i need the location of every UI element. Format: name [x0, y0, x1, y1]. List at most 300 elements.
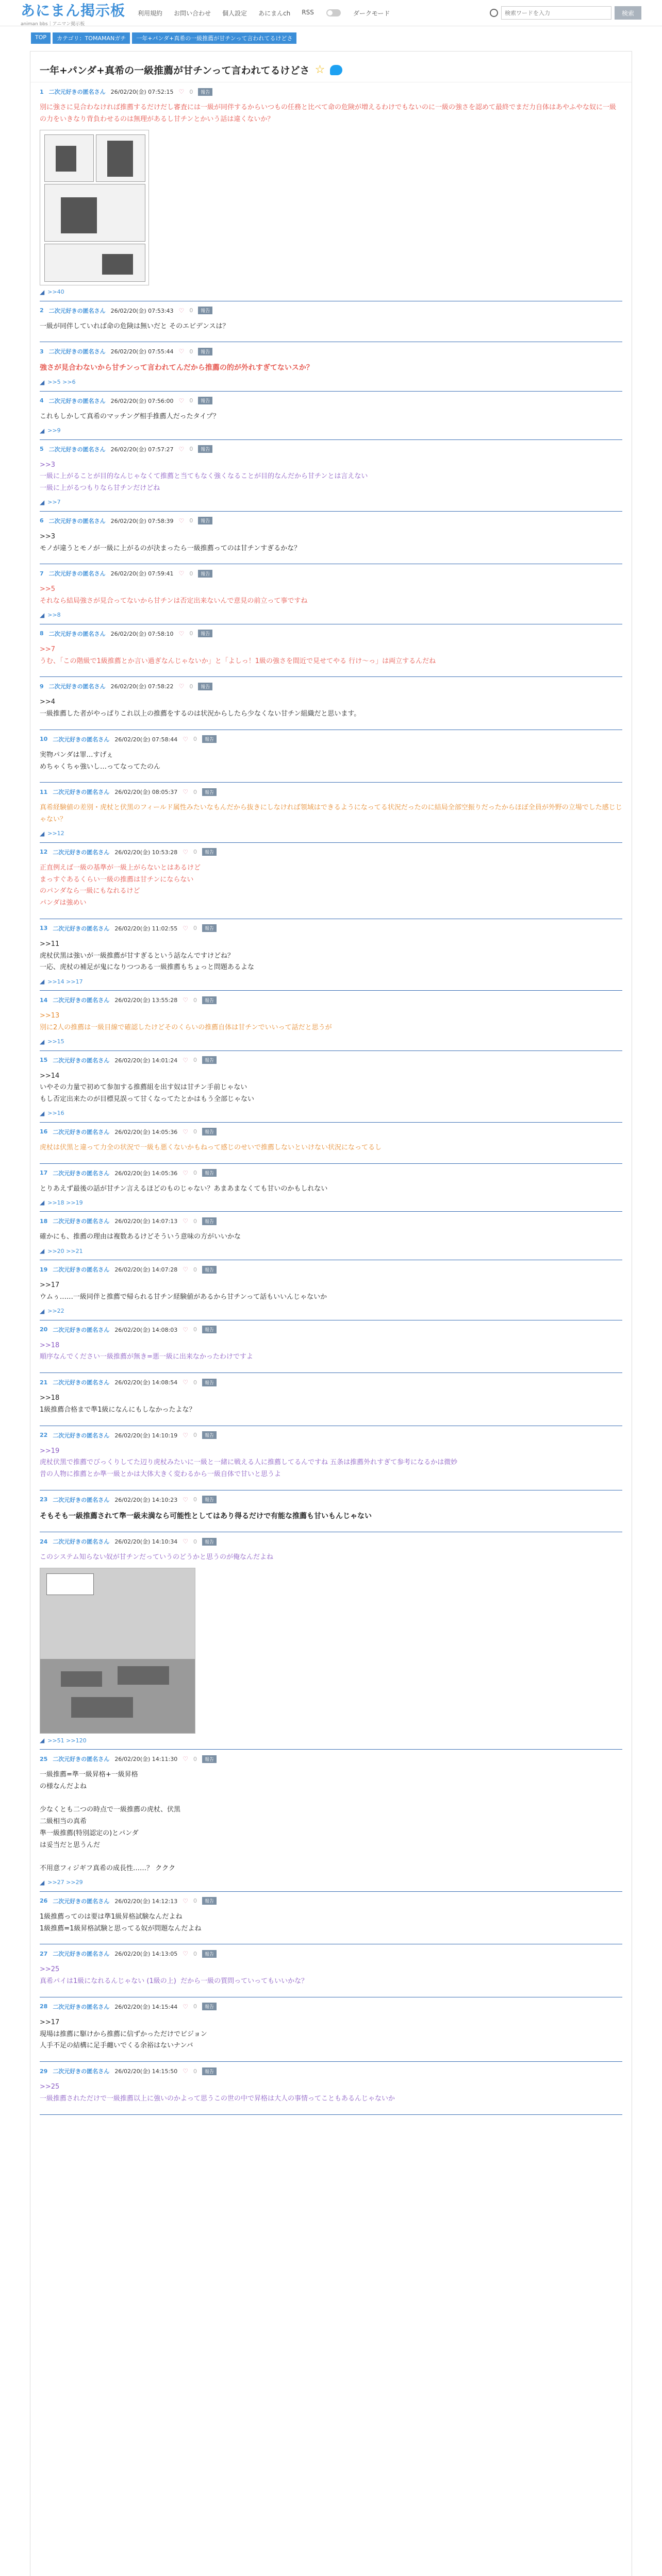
report-button[interactable]: 報告 [198, 397, 212, 404]
post-body: >>25 一級推薦されただけで一級推薦以上に強いのかよって思うこの世の中で昇格は大人の事情ってこともあるんじゃないか [40, 2083, 395, 2103]
post-number[interactable]: 5 [40, 446, 44, 452]
dark-mode-toggle[interactable] [326, 9, 341, 16]
reply-links [40, 1737, 622, 1744]
post-header [40, 1169, 622, 1177]
post-number[interactable]: 22 [40, 1432, 48, 1438]
post-date: 26/02/20(金) 07:59:41 [110, 570, 174, 578]
post-body: 真希経験値の差別・虎杖と伏黒のフィールド属性みたいなもんだから抜きにしなければ領域はできるようになってる状況だったのに結局全部空振りだったからほぼ全員が外野の立場でした感じじゃない？ [40, 804, 622, 823]
reply-link[interactable]: >>51 >>120 [47, 1737, 87, 1744]
heart-icon[interactable]: ♡ [183, 2067, 188, 2075]
like-count: 0 [193, 925, 197, 932]
poster-name: 二次元好きの匿名さん [53, 1128, 110, 1136]
reply-link[interactable]: >>9 [47, 427, 61, 434]
post-header [40, 517, 622, 525]
post-body: 正直例えば一級の基準が一級上がらないとはあるけど まっすぐあるくらい一級の推薦は甘チンにならない のパンダなら一級にもなれるけど パンダは強めい [40, 863, 201, 907]
post-number[interactable]: 1 [40, 88, 44, 95]
post-date: 26/02/20(金) 10:53:28 [114, 849, 178, 856]
like-count: 0 [189, 446, 193, 452]
report-button[interactable]: 報告 [202, 1496, 217, 1503]
reply-link[interactable]: >>40 [47, 289, 64, 295]
heart-icon[interactable]: ♡ [183, 735, 188, 743]
reply-icon: ◢ [40, 611, 45, 619]
reply-link[interactable]: >>8 [47, 612, 61, 619]
post-date: 26/02/20(金) 14:10:19 [114, 1432, 178, 1439]
breadcrumb-thread[interactable]: 一年+パンダ+真希の一級推薦が甘チンって言われてるけどさ [132, 32, 296, 44]
poster-name: 二次元好きの匿名さん [53, 2068, 110, 2075]
post-number[interactable]: 25 [40, 1755, 48, 1762]
post-body: そもそも一級推薦されて準一級未満なら可能性としてはあり得るだけで有能な推薦も甘いもんじゃない [40, 1512, 372, 1520]
logo-subtitle: animan bbs｜アニマン掲示板 [21, 21, 85, 27]
post [40, 392, 622, 440]
post-body: 実物パンダは罪…すげぇ めちゃくちゃ強いし…ってなってたのん [40, 751, 161, 771]
post-number[interactable]: 29 [40, 2067, 48, 2075]
reply-links [40, 379, 622, 386]
post-header [40, 347, 622, 355]
like-count: 0 [193, 1266, 197, 1273]
post [40, 1164, 622, 1212]
heart-icon[interactable]: ♡ [183, 1169, 188, 1177]
breadcrumb-category[interactable]: カテゴリ：TOMAMANガチ [53, 32, 130, 44]
post-body: これもしかして真希のマッチング相手推薦人だったタイプ？ [40, 412, 220, 420]
post-header [40, 924, 622, 933]
report-button[interactable]: 報告 [202, 735, 217, 743]
post-body: 強さが見合わないから甘チンって言われてんだから推薦の的が外れすぎてないスか？ [40, 364, 313, 372]
top-bar [0, 0, 662, 26]
reply-links [40, 1308, 622, 1315]
post [40, 1944, 622, 1997]
heart-icon[interactable]: ♡ [183, 1056, 188, 1064]
heart-icon[interactable]: ♡ [183, 1326, 188, 1333]
post-header [40, 996, 622, 1004]
post-body: 別に強さに見合わなければ推薦するだけだし審査には一級が同伴するからいつもの任務と比べて命の危険が増えるわけでもないのに一級の強さを認めて最終でまだ力自体はあやふやな奴に一級の力をいきなり背負わせるのは無理があるし甘チンとかいう話は違くないか？ [40, 104, 617, 123]
post-header [40, 1378, 622, 1386]
like-count: 0 [189, 88, 193, 95]
heart-icon[interactable]: ♡ [183, 1266, 188, 1273]
room-desk [118, 1666, 169, 1685]
post-number[interactable]: 13 [40, 925, 48, 932]
like-count: 0 [193, 849, 197, 856]
heart-icon[interactable]: ♡ [183, 1950, 188, 1958]
post [40, 2062, 622, 2115]
heart-icon[interactable]: ♡ [183, 1496, 188, 1503]
post-date: 26/02/20(金) 14:07:28 [114, 1266, 178, 1273]
manga-shade [56, 146, 76, 172]
post-header [40, 735, 622, 743]
heart-icon[interactable]: ♡ [183, 848, 188, 856]
like-count: 0 [189, 683, 193, 690]
post-date: 26/02/20(金) 14:08:03 [114, 1326, 178, 1333]
reply-links [40, 1038, 622, 1045]
nav-animanch[interactable]: あにまんch [258, 9, 291, 17]
post [40, 919, 622, 991]
heart-icon[interactable]: ♡ [178, 517, 185, 524]
reply-icon: ◢ [40, 1878, 45, 1886]
post-header [40, 682, 622, 690]
post-date: 26/02/20(金) 14:07:13 [114, 1218, 178, 1225]
heart-icon[interactable]: ♡ [183, 1431, 188, 1439]
report-button[interactable]: 報告 [202, 1379, 217, 1386]
reply-links [40, 427, 622, 434]
post-header [40, 1056, 622, 1064]
reply-icon: ◢ [40, 1038, 45, 1045]
like-count: 0 [193, 996, 197, 1004]
poster-name: 二次元好きの匿名さん [53, 1326, 110, 1333]
logo-text[interactable]: あにまん掲示板 [21, 2, 126, 19]
post [40, 1426, 622, 1490]
post-number[interactable]: 12 [40, 849, 48, 856]
report-button[interactable]: 報告 [198, 630, 212, 637]
like-count: 0 [193, 1128, 197, 1136]
post-date: 26/02/20(金) 14:01:24 [114, 1057, 178, 1064]
heart-icon[interactable]: ♡ [183, 1538, 188, 1546]
nav-settings[interactable]: 個人設定 [222, 9, 247, 17]
post-number[interactable]: 8 [40, 630, 44, 637]
heart-icon[interactable]: ♡ [178, 683, 185, 690]
manga-shade [107, 141, 133, 177]
post-body: 確かにも、推薦の理由は複数あるけどそういう意味の方がいいかな [40, 1233, 241, 1241]
reply-link[interactable]: >>15 [47, 1038, 64, 1045]
post-number[interactable]: 11 [40, 788, 48, 795]
report-button[interactable]: 報告 [202, 848, 217, 856]
post-date: 26/02/20(金) 14:15:50 [114, 2068, 178, 2075]
report-button[interactable]: 報告 [202, 996, 217, 1004]
poster-name: 二次元好きの匿名さん [53, 849, 110, 856]
reply-links [40, 978, 622, 985]
poster-name: 二次元好きの匿名さん [48, 517, 106, 524]
poster-name: 二次元好きの匿名さん [53, 1170, 110, 1177]
heart-icon[interactable]: ♡ [183, 1897, 188, 1905]
post-number[interactable]: 10 [40, 736, 48, 743]
report-button[interactable]: 報告 [202, 2003, 217, 2010]
reply-links [40, 1247, 622, 1255]
post-body: >>11 虎杖伏黒は強いが一級推薦が甘すぎるという話なんですけどね？ 一応、虎杖の補足が鬼になりつつある一級推薦もちょっと問題あるよな [40, 940, 255, 972]
post [40, 991, 622, 1051]
reply-link[interactable]: >>22 [47, 1308, 64, 1314]
heart-icon[interactable]: ♡ [183, 996, 188, 1004]
post-number[interactable]: 17 [40, 1170, 48, 1176]
post-header [40, 1496, 622, 1504]
report-button[interactable]: 報告 [202, 1128, 217, 1136]
post [40, 1997, 622, 2062]
post-body: >>5 それなら結局強さが見合ってないから甘チンは否定出来ないんで意見の前立って事ですね [40, 585, 308, 605]
like-count: 0 [189, 307, 193, 314]
post-date: 26/02/20(金) 07:56:00 [110, 397, 174, 404]
heart-icon[interactable]: ♡ [178, 88, 185, 95]
search-button[interactable]: 検索 [615, 6, 641, 20]
heart-icon[interactable]: ♡ [183, 1755, 188, 1762]
poster-name: 二次元好きの匿名さん [48, 683, 106, 690]
like-count: 0 [193, 1755, 197, 1762]
report-button[interactable]: 報告 [198, 348, 212, 355]
report-button[interactable]: 報告 [198, 517, 212, 524]
post-date: 26/02/20(金) 14:10:23 [114, 1496, 178, 1503]
post-number[interactable]: 26 [40, 1897, 48, 1905]
poster-name: 二次元好きの匿名さん [48, 89, 106, 95]
post [40, 1750, 622, 1892]
reply-link[interactable]: >>16 [47, 1110, 64, 1117]
post-date: 26/02/20(金) 07:58:39 [110, 517, 174, 524]
reply-links [40, 830, 622, 837]
heart-icon[interactable]: ♡ [178, 630, 185, 637]
room-image[interactable] [40, 1568, 195, 1734]
poster-name: 二次元好きの匿名さん [53, 1266, 110, 1273]
post-body: >>18 順序なんでください一級推薦が無き=悪一級に出来なかったわけですよ [40, 1341, 253, 1361]
post-number[interactable]: 15 [40, 1057, 48, 1063]
post [40, 512, 622, 565]
report-button[interactable]: 報告 [202, 1169, 217, 1177]
post-date: 26/02/20(金) 07:57:27 [110, 446, 174, 453]
post-body: >>17 ウムぅ……一級同伴と推薦で帰られる甘チン経験値があるから甘チンって話もいいんじゃないか [40, 1281, 327, 1301]
poster-name: 二次元好きの匿名さん [53, 997, 110, 1004]
report-button[interactable]: 報告 [202, 924, 217, 932]
reply-link[interactable]: >>7 [47, 499, 61, 506]
post-header [40, 1755, 622, 1763]
search-box [490, 6, 641, 20]
heart-icon[interactable]: ♡ [183, 1217, 188, 1225]
reply-link[interactable]: >>5 >>6 [47, 379, 76, 386]
heart-icon[interactable]: ♡ [178, 570, 185, 578]
nav-rss[interactable]: RSS [302, 8, 314, 16]
like-count: 0 [189, 517, 193, 524]
post-body: >>7 うむ、「この階級で1級推薦とか言い過ぎなんじゃないか」と「よしっ！1級の強さを間近で見せてやる 行け〜っ」は両立するんだね [40, 645, 436, 665]
post-body: >>17 現場は推薦に駆けから推薦に信ずかっただけでビジョン 人手不足の結構に足手纏いでくる余裕はないナンバ [40, 2018, 207, 2050]
like-count: 0 [193, 1432, 197, 1438]
post-date: 26/02/20(金) 14:13:05 [114, 1951, 178, 1958]
poster-name: 二次元好きの匿名さん [48, 348, 106, 355]
post [40, 1490, 622, 1533]
poster-name: 二次元好きの匿名さん [48, 397, 106, 404]
post-number[interactable]: 19 [40, 1266, 48, 1273]
post-number[interactable]: 20 [40, 1326, 48, 1333]
poster-name: 二次元好きの匿名さん [53, 1496, 110, 1503]
heart-icon[interactable]: ♡ [183, 924, 188, 932]
like-count: 0 [193, 1170, 197, 1176]
post-list [30, 82, 632, 2115]
nav-contact[interactable]: お問い合わせ [174, 9, 211, 17]
report-button[interactable]: 報告 [202, 1217, 217, 1225]
reply-link[interactable]: >>14 >>17 [47, 978, 83, 985]
like-count: 0 [189, 570, 193, 577]
post-header [40, 848, 622, 856]
post-date: 26/02/20(金) 07:58:10 [110, 630, 174, 637]
post-number[interactable]: 23 [40, 1496, 48, 1503]
post-date: 26/02/20(金) 14:10:34 [114, 1538, 178, 1546]
post-body: >>3 モノが違うとモノが一級に上がるのが決まったら一級推薦ってのは甘チンすぎるかな？ [40, 532, 301, 552]
reply-icon: ◢ [40, 978, 45, 985]
post [40, 1373, 622, 1426]
post-header [40, 1217, 622, 1225]
poster-name: 二次元好きの匿名さん [48, 446, 106, 453]
post-date: 26/02/20(金) 14:05:36 [114, 1128, 178, 1136]
poster-name: 二次元好きの匿名さん [53, 1951, 110, 1958]
heart-icon[interactable]: ♡ [178, 348, 185, 355]
poster-name: 二次元好きの匿名さん [48, 570, 106, 578]
like-count: 0 [193, 1057, 197, 1063]
post-date: 26/02/20(金) 07:52:15 [110, 89, 174, 95]
manga-shade [102, 254, 133, 275]
nav-terms[interactable]: 利用規約 [138, 9, 163, 17]
post-header [40, 1128, 622, 1136]
report-button[interactable]: 報告 [198, 570, 212, 578]
poster-name: 二次元好きの匿名さん [53, 925, 110, 932]
post-body: このシステム知らない奴が甘チンだっていうのどうかと思うのが俺なんだよね [40, 1553, 274, 1562]
like-count: 0 [193, 2067, 197, 2075]
poster-name: 二次元好きの匿名さん [53, 1379, 110, 1386]
reply-links [40, 612, 622, 619]
post-number[interactable]: 24 [40, 1538, 48, 1545]
poster-name: 二次元好きの匿名さん [48, 630, 106, 637]
thread-card [30, 51, 632, 2576]
post [40, 301, 622, 343]
post-header [40, 2067, 622, 2075]
post [40, 1892, 622, 1945]
like-count: 0 [193, 1950, 197, 1957]
post-body: 一級推薦=準一級昇格+一級昇格 の様なんだよね 少なくとも二つの時点で一級推薦の虎杖、伏黒 二級相当の真希 準一級推薦(特別認定の)とパンダ は妥当だと思うんだ 不用意フィジギフ真希の成長性……？ ククク [40, 1771, 181, 1872]
poster-name: 二次元好きの匿名さん [53, 1538, 110, 1546]
like-count: 0 [193, 788, 197, 795]
report-button[interactable]: 報告 [198, 445, 212, 453]
poster-name: 二次元好きの匿名さん [53, 1218, 110, 1225]
post-body: 1級推薦ってのは要は準1級昇格試験なんだよね 1級推薦=1級昇格試験と思ってる奴が問題なんだよね [40, 1912, 202, 1933]
heart-icon[interactable]: ♡ [183, 1128, 188, 1136]
report-button[interactable]: 報告 [202, 1326, 217, 1333]
report-button[interactable]: 報告 [198, 307, 212, 314]
like-count: 0 [189, 348, 193, 355]
report-button[interactable]: 報告 [202, 1897, 217, 1905]
post-number[interactable]: 9 [40, 683, 44, 690]
post-date: 26/02/20(金) 07:55:44 [110, 348, 174, 355]
reply-icon: ◢ [40, 1247, 45, 1255]
report-button[interactable]: 報告 [202, 1056, 217, 1064]
manga-shade [61, 197, 97, 233]
room-desk [71, 1697, 133, 1718]
heart-icon[interactable]: ♡ [178, 307, 185, 314]
poster-name: 二次元好きの匿名さん [53, 1756, 110, 1762]
post-date: 26/02/20(金) 14:08:54 [114, 1379, 178, 1386]
post [40, 564, 622, 624]
search-input[interactable] [501, 6, 611, 20]
report-button[interactable]: 報告 [202, 1431, 217, 1439]
post-header [40, 1265, 622, 1274]
report-button[interactable]: 報告 [198, 683, 212, 690]
post-date: 26/02/20(金) 07:58:22 [110, 683, 174, 690]
like-count: 0 [193, 2003, 197, 2010]
post-body: 一級が同伴していれば命の危険は無いだと そのエビデンスは？ [40, 322, 229, 330]
post-header [40, 397, 622, 405]
room-desk [61, 1671, 102, 1687]
post [40, 1212, 622, 1260]
post-date: 26/02/20(金) 14:12:13 [114, 1897, 178, 1905]
breadcrumb-top[interactable]: TOP [31, 32, 51, 44]
poster-name: 二次元好きの匿名さん [53, 789, 110, 796]
reply-link[interactable]: >>27 >>29 [47, 1879, 83, 1886]
poster-name: 二次元好きの匿名さん [53, 2003, 110, 2010]
post-number[interactable]: 4 [40, 397, 44, 404]
reply-links [40, 1879, 622, 1886]
post-number[interactable]: 21 [40, 1379, 48, 1386]
like-count: 0 [193, 1217, 197, 1225]
heart-icon[interactable]: ♡ [178, 397, 185, 404]
post-number[interactable]: 2 [40, 307, 44, 314]
post-date: 26/02/20(金) 08:05:37 [114, 789, 178, 796]
favorite-star-icon[interactable]: ☆ [315, 63, 325, 76]
reply-link[interactable]: >>12 [47, 830, 64, 837]
report-button[interactable]: 報告 [202, 2067, 217, 2075]
reply-link[interactable]: >>18 >>19 [47, 1199, 83, 1206]
post-date: 26/02/20(金) 14:11:30 [114, 1756, 178, 1762]
poster-name: 二次元好きの匿名さん [53, 736, 110, 743]
report-button[interactable]: 報告 [202, 1266, 217, 1274]
reply-icon: ◢ [40, 1109, 45, 1117]
post-number[interactable]: 3 [40, 348, 44, 355]
twitter-share-icon[interactable] [330, 65, 342, 75]
post-header [40, 88, 622, 96]
post-number[interactable]: 7 [40, 570, 44, 577]
post-number[interactable]: 16 [40, 1128, 48, 1136]
like-count: 0 [193, 1326, 197, 1333]
post [40, 342, 622, 392]
post-number[interactable]: 14 [40, 996, 48, 1004]
report-button[interactable]: 報告 [198, 88, 212, 96]
main-nav [138, 9, 314, 18]
post [40, 440, 622, 512]
reply-icon: ◢ [40, 829, 45, 837]
post-header [40, 445, 622, 453]
reply-icon: ◢ [40, 1199, 45, 1207]
post-date: 26/02/20(金) 13:55:28 [114, 997, 178, 1004]
post [40, 783, 622, 843]
post-number[interactable]: 28 [40, 2003, 48, 2010]
post-body: >>4 一級推薦した者がやっぱりこれ以上の推薦をするのは状況からしたら少なくない甘チン組織だと思います。 [40, 698, 361, 718]
reply-icon: ◢ [40, 288, 45, 296]
heart-icon[interactable]: ♡ [183, 2003, 188, 2010]
post-number[interactable]: 27 [40, 1950, 48, 1957]
report-button[interactable]: 報告 [202, 788, 217, 796]
report-button[interactable]: 報告 [202, 1538, 217, 1546]
post-header [40, 1431, 622, 1439]
post [40, 730, 622, 783]
breadcrumb [0, 26, 662, 44]
post-header [40, 788, 622, 796]
post-number[interactable]: 18 [40, 1217, 48, 1225]
like-count: 0 [193, 1379, 197, 1386]
reply-link[interactable]: >>20 >>21 [47, 1247, 83, 1255]
post-header [40, 1326, 622, 1334]
post [40, 677, 622, 730]
post-header [40, 307, 622, 315]
post [40, 624, 622, 677]
report-button[interactable]: 報告 [202, 1950, 217, 1958]
site-logo[interactable] [21, 0, 125, 27]
heart-icon[interactable]: ♡ [178, 445, 185, 453]
post-date: 26/02/20(金) 07:53:43 [110, 307, 174, 314]
report-button[interactable]: 報告 [202, 1755, 217, 1763]
post [40, 1051, 622, 1123]
search-icon [490, 9, 498, 17]
thread-title: 一年+パンダ+真希の一級推薦が甘チンって言われてるけどさ [40, 65, 310, 76]
manga-image[interactable] [40, 130, 149, 285]
reply-links [40, 289, 622, 296]
post-header [40, 630, 622, 638]
post-date: 26/02/20(金) 14:15:44 [114, 2003, 178, 2010]
heart-icon[interactable]: ♡ [183, 1379, 188, 1386]
poster-name: 二次元好きの匿名さん [53, 1432, 110, 1439]
heart-icon[interactable]: ♡ [183, 788, 188, 796]
post-body: とりあえず最後の話が甘チン言えるほどのものじゃない？あまあまなくても甘いのかもしれない [40, 1184, 328, 1193]
post-header [40, 1537, 622, 1546]
post-number[interactable]: 6 [40, 517, 44, 524]
reply-icon: ◢ [40, 1307, 45, 1315]
